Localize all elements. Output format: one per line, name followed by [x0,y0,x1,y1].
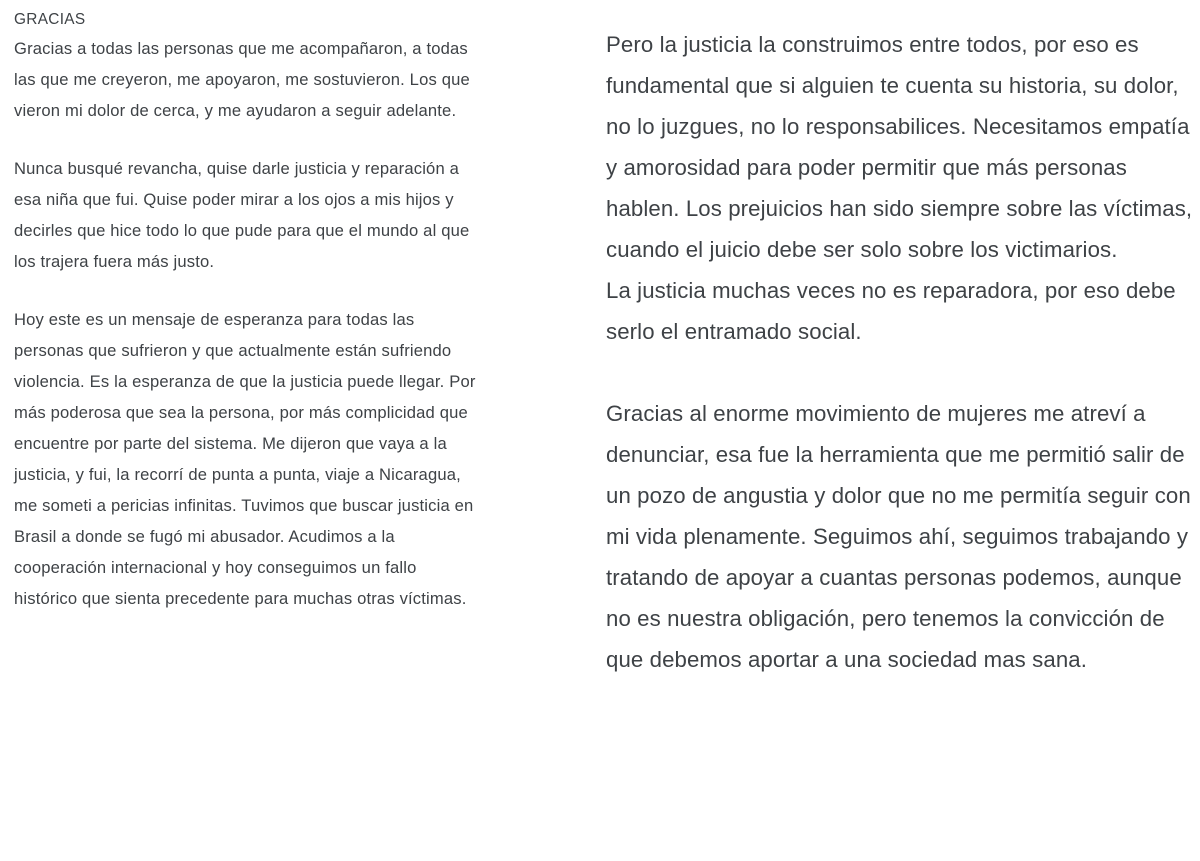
right-text-column [606,24,1200,680]
left-column-heading: GRACIAS [14,11,86,28]
left-paragraph-1: Gracias a todas las personas que me acompañaron, a todas las que me creyeron, me apoyaron, me sostuvieron. Los que vieron mi dolor de cerca, y me ayudaron a seguir adelante. [14,39,470,120]
right-paragraph-2: La justicia muchas veces no es reparadora, por eso debe serlo el entramado social. [606,278,1176,344]
left-text-column [14,6,476,614]
left-paragraph-2: Nunca busqué revancha, quise darle justicia y reparación a esa niña que fui. Quise poder mirar a los ojos a mis hijos y decirles que hice todo lo que pude para que el mundo al que los trajera fuera más justo. [14,159,470,271]
right-paragraph-3: Gracias al enorme movimiento de mujeres me atreví a denunciar, esa fue la herramienta que me permitió salir de un pozo de angustia y dolor que no me permitía seguir con mi vida plenamente. Seguimos ahí, seguimos trabajando y tratando de apoyar a cuantas personas podemos, aunque no es nuestra obligación, pero tenemos la convicción de que debemos aportar a una sociedad mas sana. [606,401,1191,672]
left-paragraph-3: Hoy este es un mensaje de esperanza para todas las personas que sufrieron y que actualmente están sufriendo violencia. Es la esperanza de que la justicia puede llegar. Por más poderosa que sea la persona, por más complicidad que encuentre por parte del sistema. Me dijeron que vaya a la justicia, y fui, la recorrí de punta a punta, viaje a Nicaragua, me someti a pericias infinitas. Tuvimos que buscar justicia en Brasil a donde se fugó mi abusador. Acudimos a la cooperación internacional y hoy conseguimos un fallo histórico que sienta precedente para muchas otras víctimas. [14,310,476,608]
right-paragraph-1: Pero la justicia la construimos entre todos, por eso es fundamental que si alguien te cuenta su historia, su dolor, no lo juzgues, no lo responsabilices. Necesitamos empatía y amorosidad para poder permitir que más personas hablen. Los prejuicios han sido siempre sobre las víctimas, cuando el juicio debe ser solo sobre los victimarios. [606,32,1193,262]
